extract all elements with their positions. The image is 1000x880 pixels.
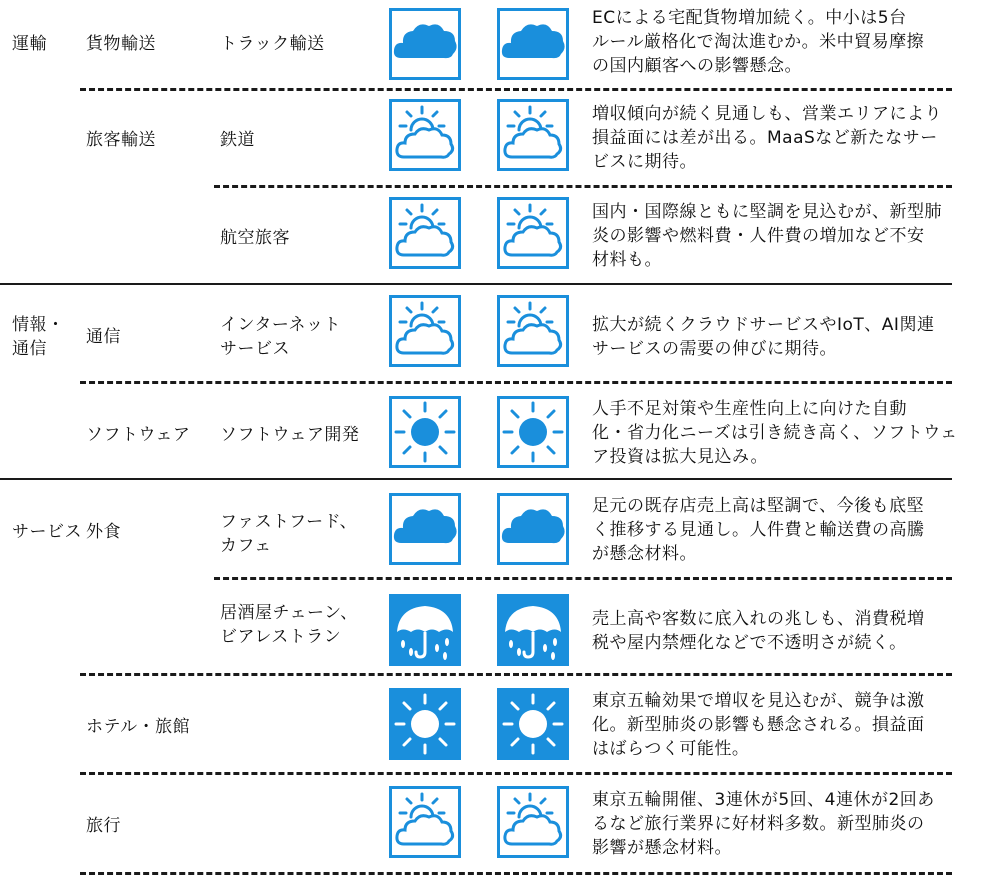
partly-cloudy-icon [389,197,461,269]
sun-filled-icon [497,688,569,760]
item-label: 航空旅客 [220,228,290,248]
comment-text: 売上高や客数に底入れの兆しも、消費税増 税や屋内禁煙化などで不透明さが続く。 [592,609,925,653]
category-label: サービス [12,522,82,542]
umbrella-rain-icon [389,594,461,666]
partly-cloudy-icon [389,786,461,858]
subcategory-label: ホテル・旅館 [86,717,191,737]
partly-cloudy-icon [389,295,461,367]
item-label: インターネット サービス [220,315,341,359]
item-label: ソフトウェア開発 [220,425,360,445]
sun-outline-icon [389,396,461,468]
subcategory-label: ソフトウェア [86,425,191,445]
comment-text: 拡大が続くクラウドサービスやIoT、AI関連 サービスの需要の伸びに期待。 [592,315,935,359]
table-row [0,90,1000,185]
table-row [0,480,1000,577]
row-divider [80,872,952,875]
subcategory-label: 旅客輸送 [86,130,156,150]
comment-text: 東京五輪開催、3連休が5回、4連休が2回あ るなど旅行業界に好材料多数。新型肺炎の 影響が懸念材料。 [592,790,935,858]
subcategory-label: 旅行 [86,816,121,836]
table-row [0,187,1000,283]
partly-cloudy-icon [497,197,569,269]
partly-cloudy-icon [389,99,461,171]
comment-text: ECによる宅配貨物増加続く。中小は5台 ルール厳格化で淘汰進むか。米中貿易摩擦 の国内顧客への影響懸念。 [592,8,925,76]
item-label: トラック輸送 [220,34,325,54]
sun-filled-icon [389,688,461,760]
partly-cloudy-icon [497,99,569,171]
comment-text: 国内・国際線ともに堅調を見込むが、新型肺 炎の影響や燃料費・人件費の増加など不安 材料も。 [592,202,942,270]
cloud-icon [497,8,569,80]
table-row [0,0,1000,88]
table-row [0,285,1000,381]
umbrella-rain-icon [497,594,569,666]
comment-text: 人手不足対策や生産性向上に向けた自動 化・省力化ニーズは引き続き高く、ソフトウェ ア投資は拡大見込み。 [592,399,958,467]
cloud-icon [497,493,569,565]
category-label: 情報・ 通信 [12,315,65,359]
comment-text: 東京五輪効果で増収を見込むが、競争は激 化。新型肺炎の影響も懸念される。損益面 はばらつく可能性。 [592,691,925,759]
table-row [0,675,1000,772]
item-label: 居酒屋チェーン、 ビアレストラン [220,603,358,647]
comment-text: 増収傾向が続く見通しも、営業エリアにより 損益面には差が出る。MaaSなど新たなサー ビスに期待。 [592,104,942,172]
subcategory-label: 貨物輸送 [86,34,156,54]
table-row [0,579,1000,673]
table-row [0,383,1000,478]
comment-text: 足元の既存店売上高は堅調で、今後も底堅 く推移する見通し。人件費と輸送費の高騰 が懸念材料。 [592,496,925,564]
cloud-icon [389,493,461,565]
partly-cloudy-icon [497,786,569,858]
item-label: 鉄道 [220,130,255,150]
subcategory-label: 通信 [86,327,121,347]
table-row [0,774,1000,872]
category-label: 運輸 [12,34,47,54]
sun-outline-icon [497,396,569,468]
subcategory-label: 外食 [86,522,121,542]
partly-cloudy-icon [497,295,569,367]
item-label: ファストフード、 カフェ [220,512,358,556]
cloud-icon [389,8,461,80]
